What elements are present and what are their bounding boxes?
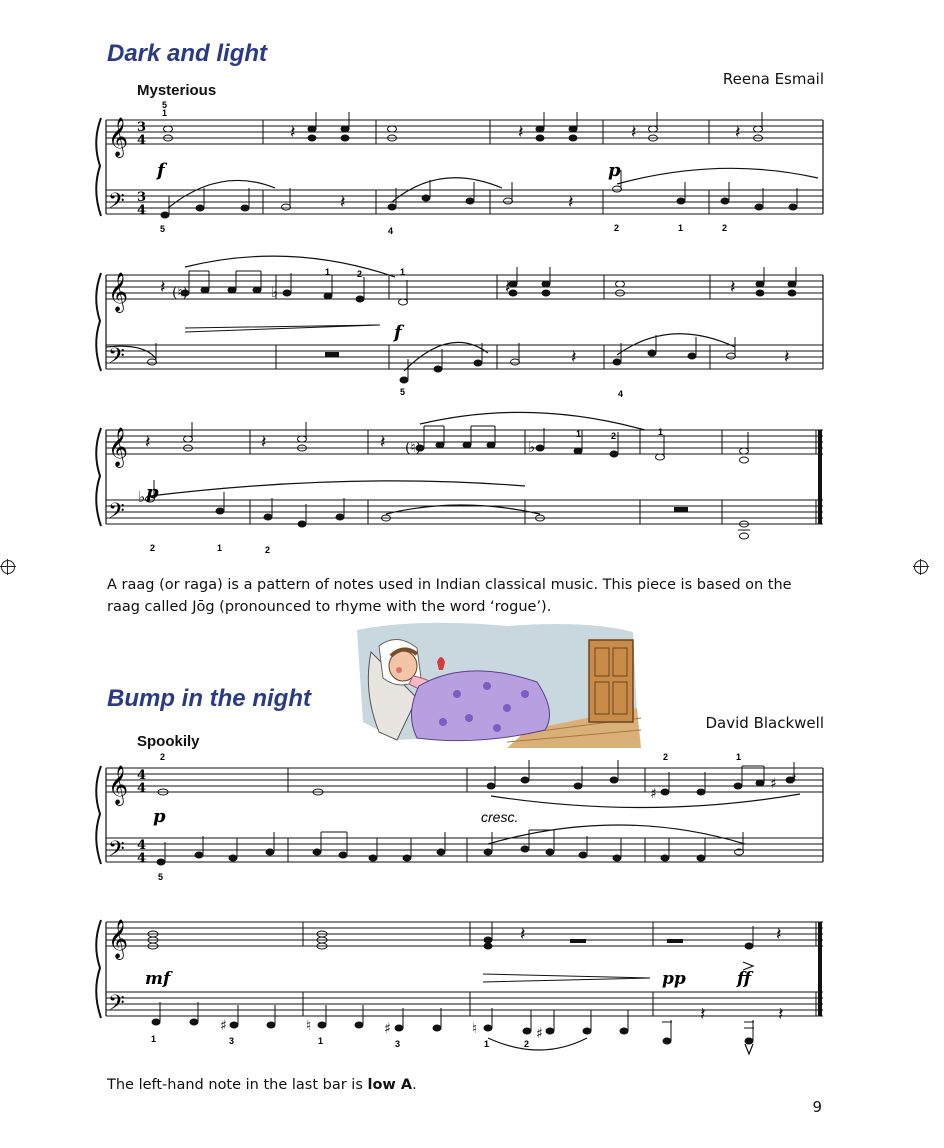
raag-description: A raag (or raga) is a pattern of notes used in Indian classical music. This piece is based on the raag called Jōg (pronounced to rhyme with the word ‘rogue’). <box>107 577 792 615</box>
dynamic-piano: p <box>608 160 621 181</box>
composer-name: Reena Esmail <box>722 70 824 88</box>
svg-text:♯: ♯ <box>790 772 797 788</box>
dynamic-fortissimo: ff <box>737 969 752 989</box>
fingering-number: 4 <box>388 226 394 236</box>
svg-text:𝄞: 𝄞 <box>108 427 129 467</box>
svg-text:♯: ♯ <box>650 786 657 802</box>
registration-mark-right-icon <box>914 560 928 574</box>
svg-text:𝄽: 𝄽 <box>518 122 524 143</box>
fingering-number: 1 <box>484 1039 490 1049</box>
svg-text:♭: ♭ <box>528 438 536 456</box>
svg-text:♮: ♮ <box>306 1018 312 1034</box>
svg-text:3: 3 <box>137 190 147 205</box>
fingering-number: 2 <box>265 545 271 555</box>
svg-text:𝄞: 𝄞 <box>108 919 129 959</box>
fingering-number: 1 <box>736 752 742 762</box>
svg-text:𝄽: 𝄽 <box>145 432 151 453</box>
dynamic-piano: p <box>153 806 166 827</box>
fingering-number: 5 <box>400 387 406 397</box>
svg-text:𝄞: 𝄞 <box>108 272 129 312</box>
svg-text:4: 4 <box>137 851 147 866</box>
composer-name: David Blackwell <box>705 714 824 732</box>
svg-text:𝄽: 𝄽 <box>520 924 526 945</box>
fingering-number: 2 <box>150 543 156 553</box>
svg-text:𝄽: 𝄽 <box>160 277 166 298</box>
piece-title: Bump in the night <box>107 685 311 712</box>
svg-text:4: 4 <box>137 781 147 796</box>
svg-text:♮: ♮ <box>472 1021 478 1037</box>
fingering-number: 2 <box>524 1039 530 1049</box>
svg-text:𝄽: 𝄽 <box>776 924 782 945</box>
svg-text:𝄢: 𝄢 <box>108 837 125 867</box>
svg-text:♭: ♭ <box>271 283 279 301</box>
svg-text:𝄽: 𝄽 <box>380 432 386 453</box>
music-system-1 <box>0 100 944 236</box>
fingering-number: 1 <box>576 429 582 439</box>
registration-mark-left-icon <box>1 560 15 574</box>
svg-text:4: 4 <box>137 768 147 783</box>
fingering-number: 1 <box>151 1034 157 1044</box>
svg-text:𝄽: 𝄽 <box>735 122 741 143</box>
music-system-5 <box>0 902 944 1052</box>
fingering-number: 3 <box>229 1036 235 1046</box>
svg-text:4: 4 <box>137 133 147 148</box>
svg-text:𝄽: 𝄽 <box>571 347 577 368</box>
dynamic-mezzo-forte: mf <box>145 969 171 989</box>
svg-text:𝄢: 𝄢 <box>108 344 125 374</box>
dynamic-piano: p <box>146 482 159 503</box>
svg-text:𝄽: 𝄽 <box>568 192 574 213</box>
fingering-number: 3 <box>395 1039 401 1049</box>
footnote-text: The left-hand note in the last bar is <box>107 1077 368 1093</box>
footnote-emphasis: low A <box>367 1077 413 1093</box>
svg-text:♯: ♯ <box>220 1018 227 1034</box>
svg-text:𝄽: 𝄽 <box>784 347 790 368</box>
fingering-number: 1 <box>325 267 331 277</box>
svg-text:4: 4 <box>137 203 147 218</box>
svg-text:𝄽: 𝄽 <box>778 1004 784 1025</box>
svg-text:𝄽: 𝄽 <box>290 122 296 143</box>
svg-text:𝄽: 𝄽 <box>730 277 736 298</box>
fingering-number: 5 <box>162 100 168 110</box>
fingering-number: 4 <box>618 389 624 399</box>
fingering-number: 2 <box>160 752 166 762</box>
fingering-number: 1 <box>658 427 664 437</box>
svg-text:♭: ♭ <box>138 488 146 506</box>
fingering-number: 1 <box>162 108 168 118</box>
svg-text:𝄽: 𝄽 <box>631 122 637 143</box>
fingering-number: 2 <box>722 223 728 233</box>
tempo-marking: Spookily <box>137 733 200 750</box>
svg-text:𝄽: 𝄽 <box>340 192 346 213</box>
svg-text:𝄢: 𝄢 <box>108 189 125 219</box>
fingering-number: 2 <box>663 752 669 762</box>
svg-text:♯: ♯ <box>384 1021 391 1037</box>
dynamic-forte: f <box>394 322 402 343</box>
fingering-number: 2 <box>614 223 620 233</box>
fingering-number: 2 <box>611 431 617 441</box>
svg-text:3: 3 <box>137 120 147 135</box>
dynamic-forte: f <box>157 160 165 181</box>
fingering-number: 1 <box>318 1036 324 1046</box>
tempo-marking: Mysterious <box>137 82 217 99</box>
svg-text:𝄽: 𝄽 <box>261 432 267 453</box>
music-system-3 <box>0 410 944 555</box>
svg-text:♯: ♯ <box>770 776 777 792</box>
fingering-number: 1 <box>678 223 684 233</box>
svg-text:𝄞: 𝄞 <box>108 765 129 805</box>
fingering-number: 5 <box>160 224 166 234</box>
fingering-number: 5 <box>158 872 164 882</box>
svg-text:♯: ♯ <box>536 1026 543 1042</box>
crescendo-marking: cresc. <box>481 809 519 825</box>
music-system-4 <box>0 748 944 882</box>
fingering-number: 2 <box>357 269 363 279</box>
svg-text:𝄽: 𝄽 <box>700 1004 706 1025</box>
svg-text:𝄢: 𝄢 <box>108 991 125 1021</box>
svg-text:4: 4 <box>137 838 147 853</box>
fingering-number: 1 <box>217 543 223 553</box>
music-system-2 <box>0 255 944 399</box>
dynamic-pianissimo: pp <box>662 969 686 989</box>
piece-title: Dark and light <box>107 40 268 67</box>
svg-text:(♮): (♮) <box>405 440 421 456</box>
footnote-end: . <box>412 1077 417 1093</box>
child-in-bed-illustration-icon <box>357 622 641 750</box>
svg-text:𝄞: 𝄞 <box>108 117 129 157</box>
fingering-number: 1 <box>400 267 406 277</box>
footnote <box>107 1074 827 1096</box>
svg-text:𝄽: 𝄽 <box>505 277 511 298</box>
svg-text:(♮): (♮) <box>172 285 188 301</box>
svg-text:𝄢: 𝄢 <box>108 499 125 529</box>
page-number: 9 <box>812 1098 822 1116</box>
